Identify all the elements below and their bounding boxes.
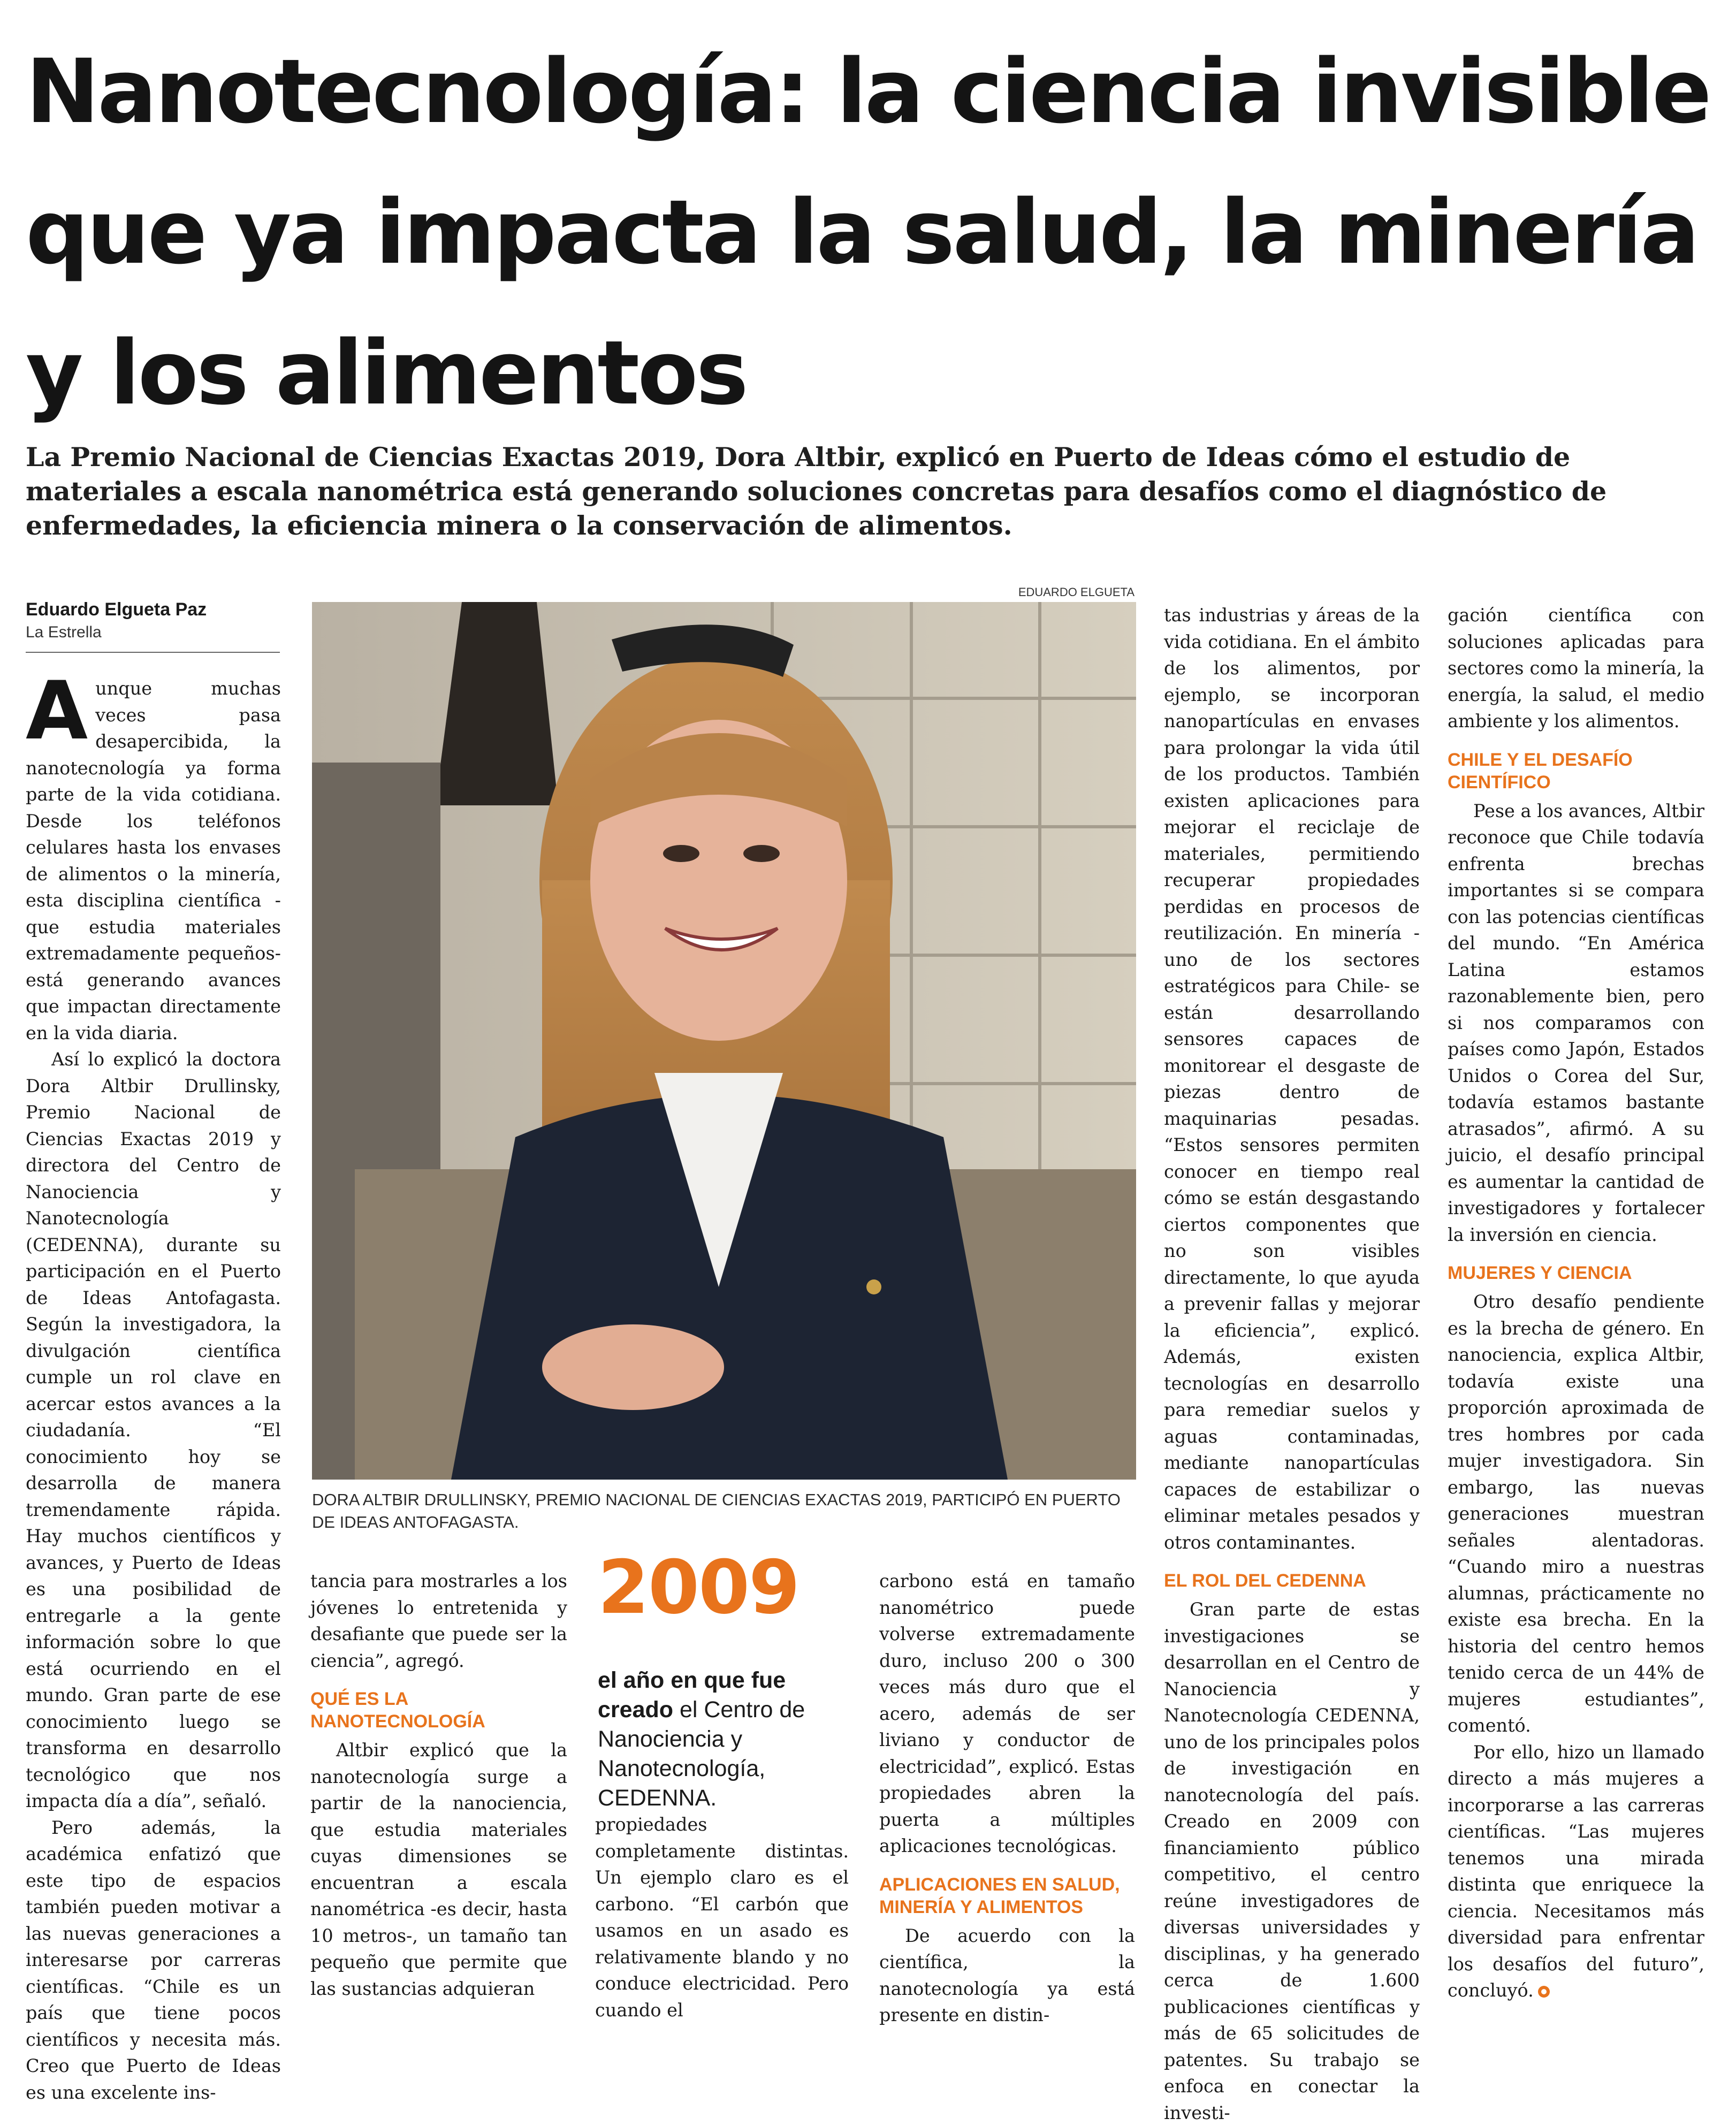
paragraph — [1448, 1739, 1704, 2004]
paragraph: Altbir explicó que la nanotecnología surge a partir de la nanociencia, que estudia materiales cuyas dimensiones se encuentran a escala nanométrica -es decir, hasta 10 metros-, un tamaño tan pequeño que permite que las sustancias adquieran — [310, 1740, 567, 1999]
section-subhead: MUJERES Y CIENCIA — [1448, 1263, 1632, 1283]
paragraph: propiedades completamente distintas. Un ejemplo claro es el carbono. “El carbón que usamos en un asado es relativamente blando y no conduce electricidad. Pero cuando el — [595, 1814, 849, 2021]
dropcap: A — [26, 665, 88, 758]
byline-outlet: La Estrella — [26, 623, 102, 641]
paragraph: tas industrias y áreas de la vida cotidiana. En el ámbito de los alimentos, por ejemplo, se incorporan nanopartículas en envases para prolongar la vida útil de los productos. También existen aplicaciones para mejorar el reciclaje de materiales, permitiendo recuperar propiedades perdidas en procesos de reutilización. En minería -uno de los sectores estratégicos para Chile- se están desarrollando sensores capaces de monitorear el desgaste de piezas dentro de maquinarias pesadas. “Estos sensores permiten conocer en tiempo real cómo se están desgastando ciertos componentes que no son visibles directamente, lo que ayuda a prevenir fallas y mejorar la eficiencia”, explicó. Además, existen tecnologías en desarrollo para remediar suelos y aguas contaminadas, mediante nanopartículas capaces de estabilizar o eliminar metales pesados y otros contaminantes. — [1164, 605, 1420, 1553]
paragraph: Gran parte de estas investigaciones se desarrollan en el Centro de Nanociencia y Nanotecnología CEDENNA, uno de los principales polos de investigación en nanotecnología del país. Creado en 2009 con financiamiento público competitivo, el centro reúne investigadores de diversas universidades y disciplinas, y ha generado cerca de 1.600 publicaciones científicas y más de 65 solicitudes de patentes. Su trabajo se enfoca en conectar la investi- — [1164, 1599, 1420, 2123]
paragraph: Otro desafío pendiente es la brecha de género. En nanociencia, explica Altbir, todavía existe una proporción aproximada de tres hombres por cada mujer investigadora. Sin embargo, las nuevas generaciones muestran señales alentadoras. “Cuando miro a nuestras alumnas, prácticamente no existe esa brecha. En la historia del centro hemos tenido cerca de un 44% de mujeres estudiantes”, comentó. — [1448, 1291, 1704, 1736]
paragraph: tancia para mostrarles a los jóvenes lo entretenida y desafiante que puede ser la ciencia”, agregó. — [310, 1571, 567, 1671]
highlight-bold: el año en que fue creado — [598, 1667, 786, 1723]
column-4 — [879, 1568, 1135, 2029]
column-1 — [26, 665, 281, 2106]
column-3 — [595, 1811, 849, 2023]
paragraph: Así lo explicó la doctora Dora Altbir Drullinsky, Premio Nacional de Ciencias Exactas 2019 y directora del Centro de Nanociencia y Nanotecnología (CEDENNA), durante su participación en el Puerto de Ideas Antofagasta. Según la investigadora, la divulgación científica cumple un rol clave en acercar estos avances a la ciudadanía. “El conocimiento hoy se desarrolla de manera tremendamente rápida. Hay muchos científicos y avances, y Puerto de Ideas es una posibilidad de entregarle a la gente información sobre lo que está ocurriendo en el mundo. Gran parte de ese conocimiento luego se transforma en desarrollo tecnológico que nos impacta día a día”, señaló. — [26, 1049, 281, 1811]
paragraph: Pese a los avances, Altbir reconoce que Chile todavía enfrenta brechas importantes si se compara con las potencias científicas del mundo. “En América Latina estamos razonablemente bien, pero si nos comparamos con países como Japón, Estados Unidos o Corea del Sur, todavía estamos bastante atrasados”, afirmó. A su juicio, el desafío principal es aumentar la cantidad de investigadores y fortalecer la inversión en ciencia. — [1448, 800, 1704, 1245]
paragraph: Pero además, la académica enfatizó que este tipo de espacios también pueden motivar a las nuevas generaciones a interesarse por carreras científicas. “Chile es un país que tiene pocos científicos y necesita más. Creo que Puerto de Ideas es una excelente ins- — [26, 1817, 281, 2103]
highlight-rest: el Centro de Nanociencia y Nanotecnología, CEDENNA. — [598, 1697, 805, 1811]
highlight-number: 2009 — [598, 1544, 800, 1630]
byline-divider — [26, 652, 280, 653]
paragraph: De acuerdo con la científica, la nanotecnología ya está presente en distin- — [879, 1925, 1135, 2025]
photo-credit: EDUARDO ELGUETA — [1018, 585, 1135, 599]
column-5 — [1164, 602, 1420, 2126]
section-subhead: EL ROL DEL CEDENNA — [1164, 1571, 1366, 1591]
portrait-illustration — [312, 602, 1136, 1480]
paragraph — [26, 665, 281, 1046]
article-headline: Nanotecnología: la ciencia invisible que ya impacta la salud, la minería y los alimentos — [26, 40, 1710, 424]
byline — [26, 597, 283, 643]
section-subhead: QUÉ ES LA NANOTECNOLOGÍA — [310, 1689, 485, 1732]
article-lead: La Premio Nacional de Ciencias Exactas 2019, Dora Altbir, explicó en Puerto de Ideas cómo el estudio de materiales a escala nanométrica está generando soluciones concretas para desafíos como el diagnóstico de enfermedades, la eficiencia minera o la conservación de alimentos. — [26, 441, 1607, 541]
section-subhead: CHILE Y EL DESAFÍO CIENTÍFICO — [1448, 749, 1633, 793]
paragraph: carbono está en tamaño nanométrico puede volverse extremadamente duro, incluso 200 o 300 veces más duro que el acero, además de ser liviano y conductor de electricidad”, explicó. Estas propiedades abren la puerta a múltiples aplicaciones tecnológicas. — [879, 1571, 1135, 1856]
paragraph-text: unque muchas veces pasa desapercibida, la nanotecnología ya forma parte de la vida cotidiana. Desde los teléfonos celulares hasta los envases de alimentos o la minería, esta disciplina científica -que estudia materiales extremadamente pequeños- está generando avances que impactan directamente en la vida diaria. — [26, 678, 281, 1043]
byline-author: Eduardo Elgueta Paz — [26, 599, 207, 620]
column-2 — [310, 1568, 567, 2002]
section-subhead: APLICACIONES EN SALUD, MINERÍA Y ALIMENTOS — [879, 1874, 1120, 1917]
column-6 — [1448, 602, 1704, 2004]
photo-caption: DORA ALTBIR DRULLINSKY, PREMIO NACIONAL DE CIENCIAS EXACTAS 2019, PARTICIPÓ EN PUERTO DE IDEAS ANTOFAGASTA. — [312, 1490, 1121, 1531]
paragraph: gación científica con soluciones aplicadas para sectores como la minería, la energía, la salud, el medio ambiente y los alimentos. — [1448, 605, 1704, 731]
end-of-article-icon — [1538, 1986, 1550, 1998]
article-photo — [312, 602, 1136, 1480]
highlight-text — [598, 1666, 833, 1813]
paragraph-text: Por ello, hizo un llamado directo a más mujeres a incorporarse a las carreras científicas. “Las mujeres tenemos una mirada distinta que enriquece la ciencia. Necesitamos más diversidad para enfrentar los desafíos del futuro”, concluyó. — [1448, 1741, 1704, 2001]
